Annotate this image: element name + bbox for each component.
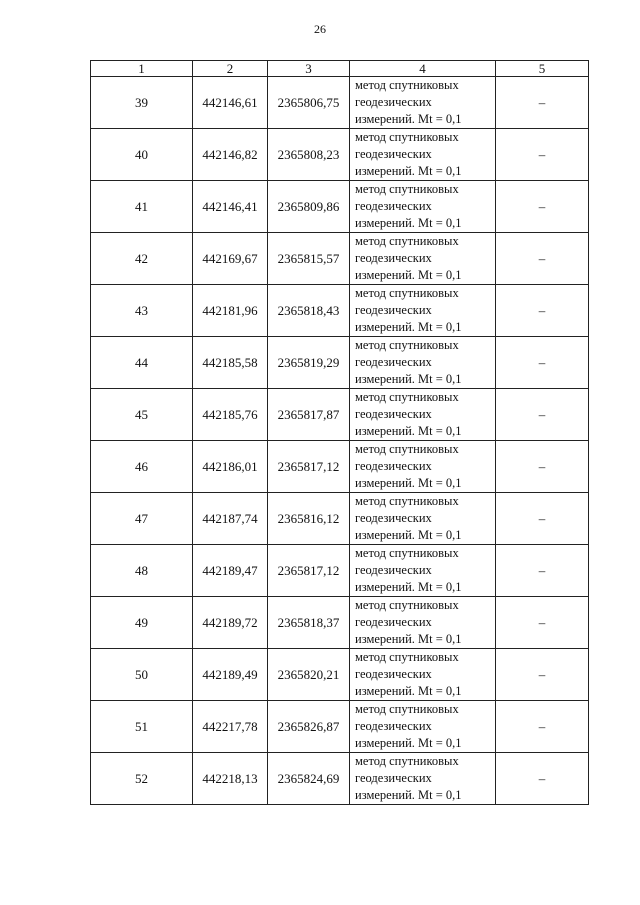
method-line: метод спутниковых xyxy=(355,494,459,508)
note-cell: – xyxy=(496,701,589,753)
y-coordinate-cell: 2365817,12 xyxy=(268,441,350,493)
method-line: измерений. Mt = 0,1 xyxy=(355,216,462,230)
method-line: измерений. Mt = 0,1 xyxy=(355,268,462,282)
method-cell xyxy=(350,285,496,337)
note-cell: – xyxy=(496,753,589,805)
x-coordinate-cell: 442185,58 xyxy=(193,337,268,389)
method-line: измерений. Mt = 0,1 xyxy=(355,632,462,646)
x-coordinate-cell: 442189,47 xyxy=(193,545,268,597)
method-line: измерений. Mt = 0,1 xyxy=(355,736,462,750)
table-row xyxy=(91,129,589,181)
method-line: геодезических xyxy=(355,771,432,785)
point-number-cell: 46 xyxy=(91,441,193,493)
table-body xyxy=(91,77,589,805)
point-number-cell: 45 xyxy=(91,389,193,441)
x-coordinate-cell: 442189,49 xyxy=(193,649,268,701)
method-cell xyxy=(350,545,496,597)
x-coordinate-cell: 442181,96 xyxy=(193,285,268,337)
table-row xyxy=(91,285,589,337)
method-cell xyxy=(350,337,496,389)
y-coordinate-cell: 2365817,87 xyxy=(268,389,350,441)
method-cell xyxy=(350,597,496,649)
method-line: геодезических xyxy=(355,615,432,629)
y-coordinate-cell: 2365809,86 xyxy=(268,181,350,233)
method-line: метод спутниковых xyxy=(355,702,459,716)
point-number-cell: 48 xyxy=(91,545,193,597)
note-cell: – xyxy=(496,545,589,597)
method-line: измерений. Mt = 0,1 xyxy=(355,164,462,178)
method-line: измерений. Mt = 0,1 xyxy=(355,788,462,802)
column-header-3: 3 xyxy=(268,61,350,77)
page-number: 26 xyxy=(314,22,326,36)
method-line: измерений. Mt = 0,1 xyxy=(355,424,462,438)
table-row xyxy=(91,181,589,233)
table-header xyxy=(91,61,589,77)
note-cell: – xyxy=(496,649,589,701)
point-number-cell: 51 xyxy=(91,701,193,753)
method-line: геодезических xyxy=(355,459,432,473)
point-number-cell: 52 xyxy=(91,753,193,805)
x-coordinate-cell: 442146,82 xyxy=(193,129,268,181)
method-line: метод спутниковых xyxy=(355,546,459,560)
y-coordinate-cell: 2365818,43 xyxy=(268,285,350,337)
method-cell xyxy=(350,389,496,441)
point-number-cell: 41 xyxy=(91,181,193,233)
method-line: метод спутниковых xyxy=(355,78,459,92)
note-cell: – xyxy=(496,597,589,649)
method-line: измерений. Mt = 0,1 xyxy=(355,372,462,386)
method-line: измерений. Mt = 0,1 xyxy=(355,528,462,542)
method-line: геодезических xyxy=(355,199,432,213)
table-row xyxy=(91,701,589,753)
column-header-5: 5 xyxy=(496,61,589,77)
point-number-cell: 44 xyxy=(91,337,193,389)
method-line: метод спутниковых xyxy=(355,390,459,404)
method-line: измерений. Mt = 0,1 xyxy=(355,112,462,126)
note-cell: – xyxy=(496,493,589,545)
table-row xyxy=(91,493,589,545)
method-cell xyxy=(350,649,496,701)
table-row xyxy=(91,389,589,441)
note-cell: – xyxy=(496,77,589,129)
method-line: геодезических xyxy=(355,511,432,525)
method-line: метод спутниковых xyxy=(355,598,459,612)
x-coordinate-cell: 442185,76 xyxy=(193,389,268,441)
x-coordinate-cell: 442217,78 xyxy=(193,701,268,753)
method-cell xyxy=(350,753,496,805)
x-coordinate-cell: 442218,13 xyxy=(193,753,268,805)
method-line: геодезических xyxy=(355,95,432,109)
note-cell: – xyxy=(496,285,589,337)
method-line: метод спутниковых xyxy=(355,338,459,352)
table-row xyxy=(91,753,589,805)
point-number-cell: 42 xyxy=(91,233,193,285)
point-number-cell: 49 xyxy=(91,597,193,649)
method-line: метод спутниковых xyxy=(355,650,459,664)
method-line: геодезических xyxy=(355,303,432,317)
column-header-4: 4 xyxy=(350,61,496,77)
method-line: геодезических xyxy=(355,407,432,421)
method-line: метод спутниковых xyxy=(355,286,459,300)
method-line: геодезических xyxy=(355,719,432,733)
method-cell xyxy=(350,181,496,233)
method-line: метод спутниковых xyxy=(355,182,459,196)
y-coordinate-cell: 2365819,29 xyxy=(268,337,350,389)
method-line: геодезических xyxy=(355,667,432,681)
method-line: геодезических xyxy=(355,251,432,265)
method-cell xyxy=(350,77,496,129)
y-coordinate-cell: 2365818,37 xyxy=(268,597,350,649)
method-line: метод спутниковых xyxy=(355,130,459,144)
point-number-cell: 40 xyxy=(91,129,193,181)
column-header-1: 1 xyxy=(91,61,193,77)
y-coordinate-cell: 2365826,87 xyxy=(268,701,350,753)
point-number-cell: 39 xyxy=(91,77,193,129)
x-coordinate-cell: 442186,01 xyxy=(193,441,268,493)
note-cell: – xyxy=(496,389,589,441)
point-number-cell: 43 xyxy=(91,285,193,337)
method-line: измерений. Mt = 0,1 xyxy=(355,320,462,334)
coordinates-table xyxy=(90,60,589,805)
table-row xyxy=(91,649,589,701)
note-cell: – xyxy=(496,181,589,233)
method-line: геодезических xyxy=(355,355,432,369)
x-coordinate-cell: 442146,61 xyxy=(193,77,268,129)
table-row xyxy=(91,77,589,129)
method-line: метод спутниковых xyxy=(355,442,459,456)
note-cell: – xyxy=(496,233,589,285)
column-header-2: 2 xyxy=(193,61,268,77)
table-row xyxy=(91,233,589,285)
note-cell: – xyxy=(496,129,589,181)
table-row xyxy=(91,545,589,597)
method-cell xyxy=(350,233,496,285)
method-cell xyxy=(350,701,496,753)
method-line: геодезических xyxy=(355,563,432,577)
note-cell: – xyxy=(496,337,589,389)
method-line: измерений. Mt = 0,1 xyxy=(355,580,462,594)
method-line: измерений. Mt = 0,1 xyxy=(355,476,462,490)
method-cell xyxy=(350,493,496,545)
header-row xyxy=(91,61,589,77)
y-coordinate-cell: 2365806,75 xyxy=(268,77,350,129)
table-row xyxy=(91,337,589,389)
method-line: метод спутниковых xyxy=(355,754,459,768)
y-coordinate-cell: 2365815,57 xyxy=(268,233,350,285)
x-coordinate-cell: 442146,41 xyxy=(193,181,268,233)
point-number-cell: 50 xyxy=(91,649,193,701)
y-coordinate-cell: 2365816,12 xyxy=(268,493,350,545)
x-coordinate-cell: 442169,67 xyxy=(193,233,268,285)
x-coordinate-cell: 442187,74 xyxy=(193,493,268,545)
y-coordinate-cell: 2365808,23 xyxy=(268,129,350,181)
method-line: измерений. Mt = 0,1 xyxy=(355,684,462,698)
x-coordinate-cell: 442189,72 xyxy=(193,597,268,649)
method-cell xyxy=(350,129,496,181)
table-row xyxy=(91,597,589,649)
point-number-cell: 47 xyxy=(91,493,193,545)
method-line: геодезических xyxy=(355,147,432,161)
y-coordinate-cell: 2365824,69 xyxy=(268,753,350,805)
y-coordinate-cell: 2365820,21 xyxy=(268,649,350,701)
note-cell: – xyxy=(496,441,589,493)
method-line: метод спутниковых xyxy=(355,234,459,248)
y-coordinate-cell: 2365817,12 xyxy=(268,545,350,597)
method-cell xyxy=(350,441,496,493)
table-row xyxy=(91,441,589,493)
